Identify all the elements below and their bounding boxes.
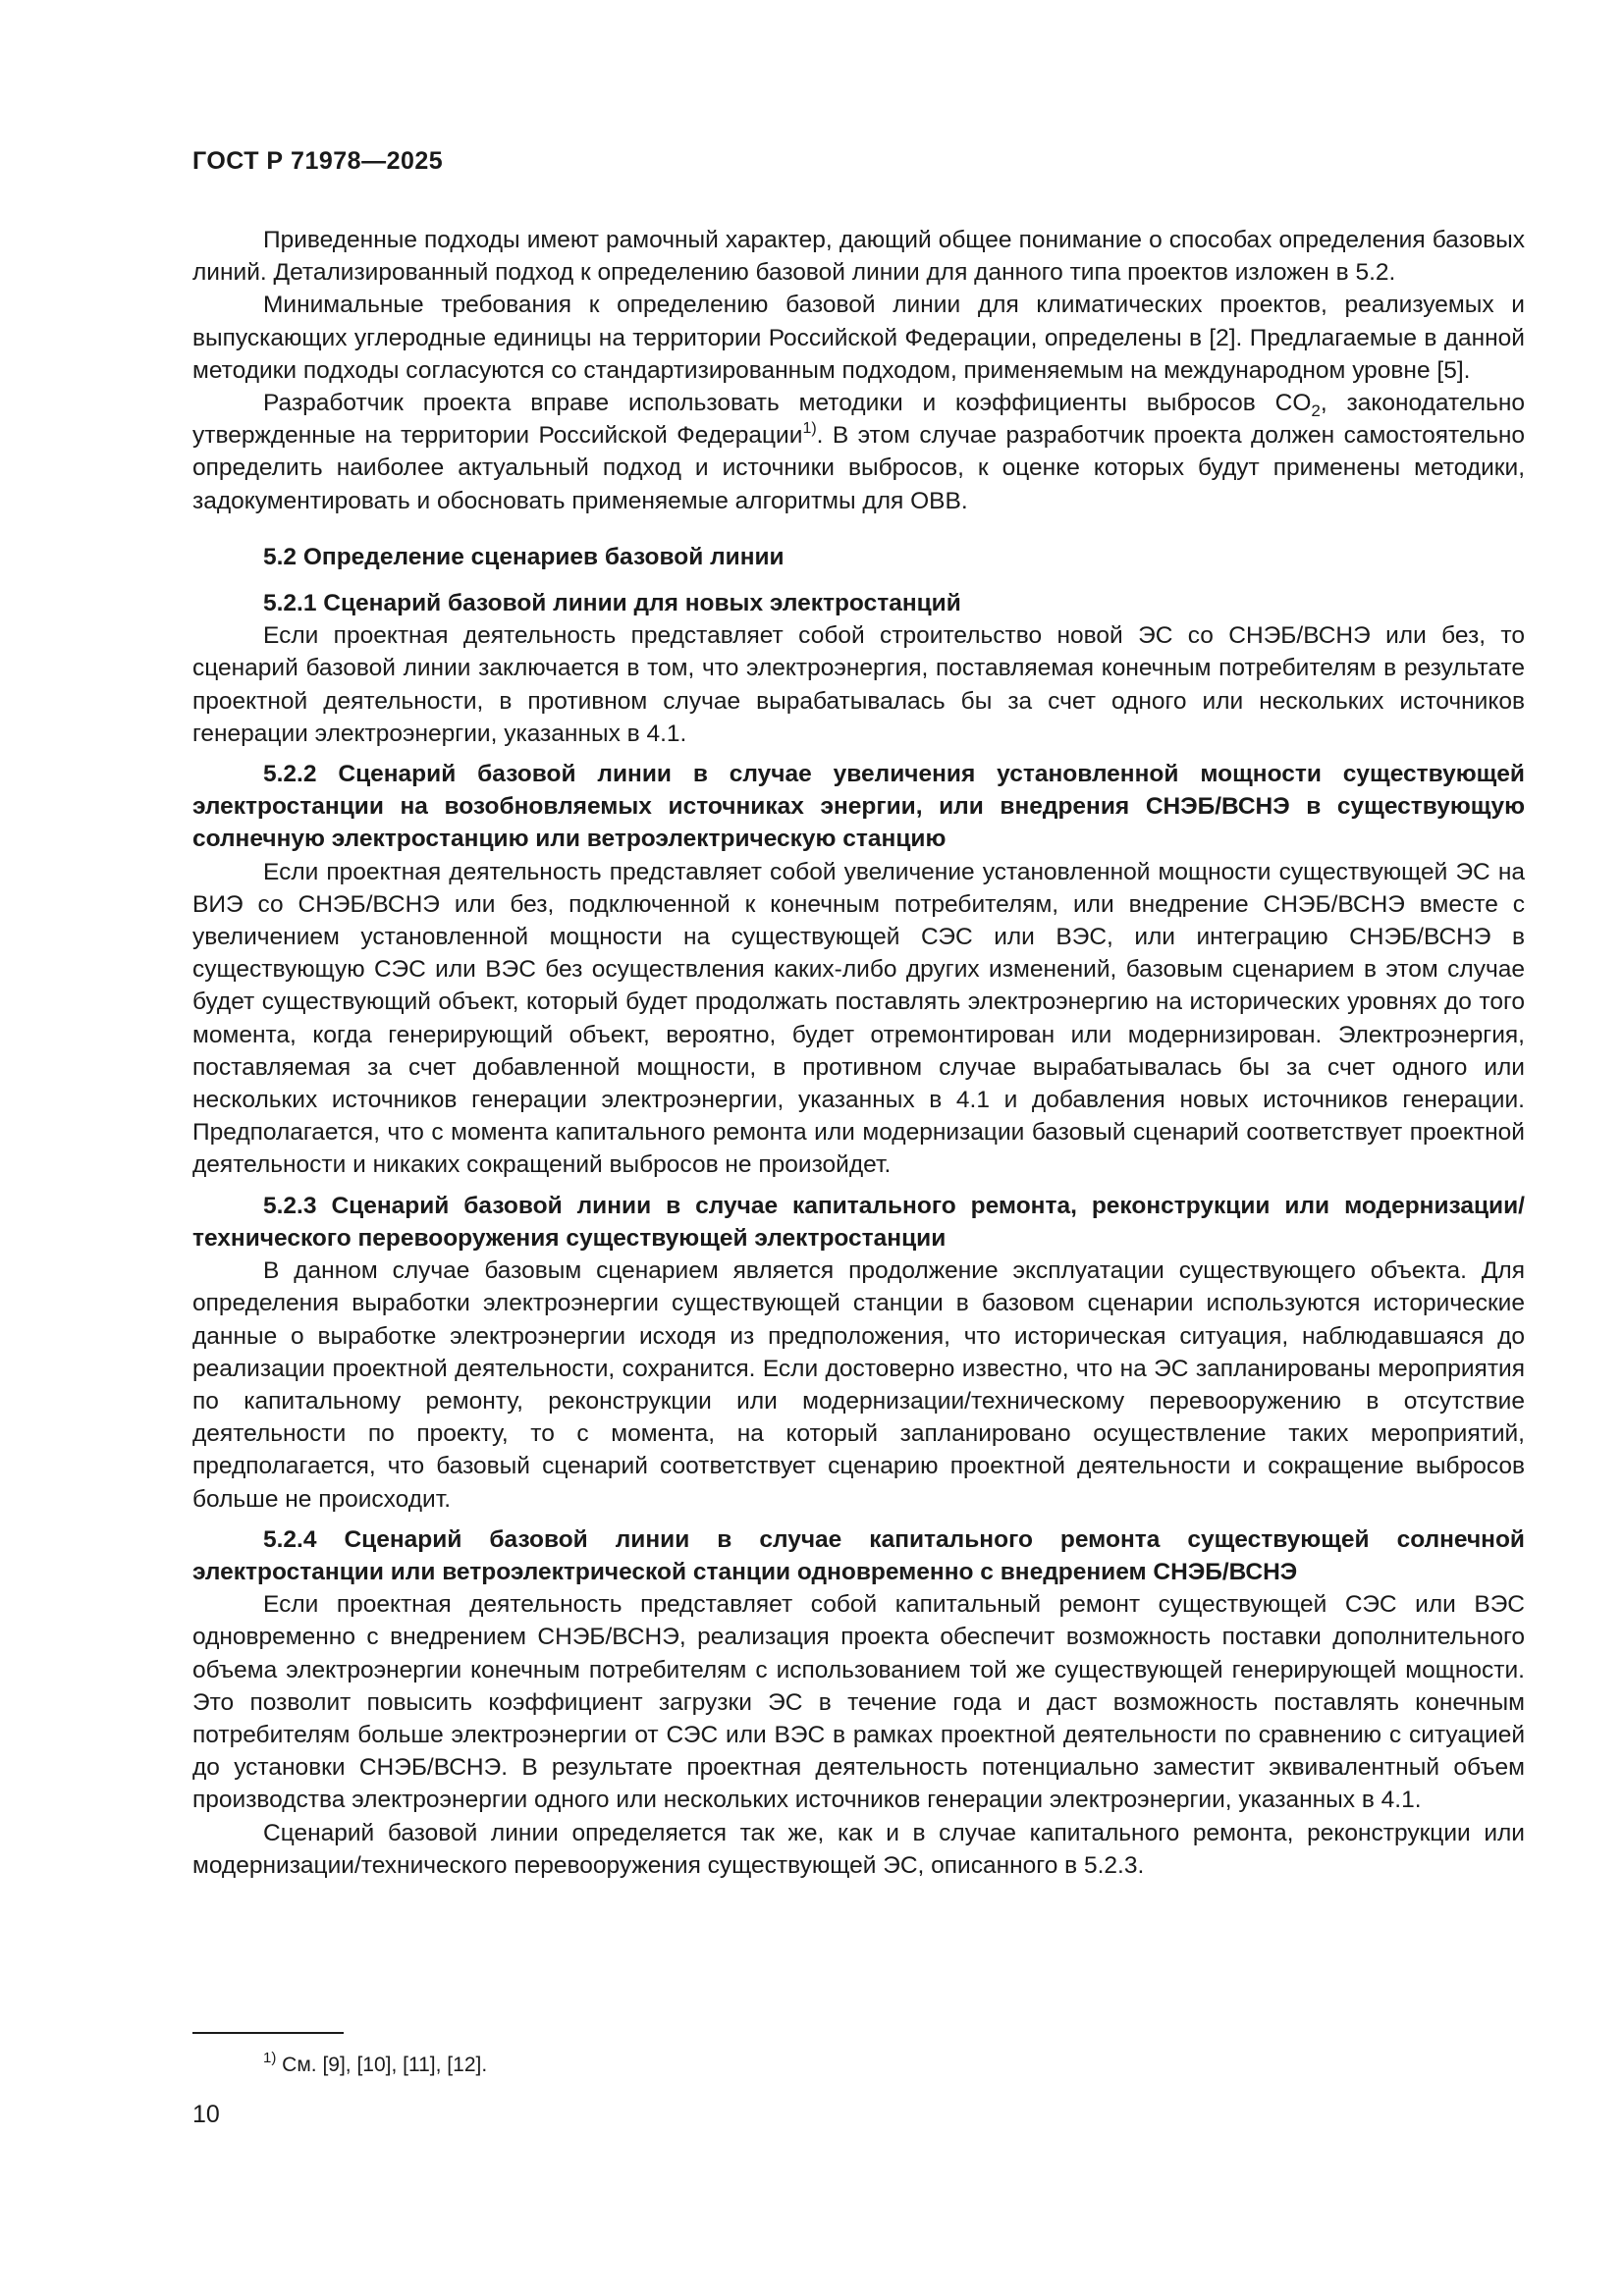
paragraph-minimum-requirements: Минимальные требования к определению базовой линии для климатических проектов, реализуемых и выпускающих углеродные единицы на территории Российской Федерации, определены в [2]. Предлагаемые в данной методики подходы согласуются со стандартизированным подходом, применяемым на международном уровне [5]. — [192, 292, 1525, 384]
footnote-ref[interactable]: 1) — [802, 420, 817, 438]
footnote-text: См. [9], [10], [11], [12]. — [276, 2054, 488, 2076]
footnote-divider — [192, 2032, 344, 2034]
subsection-heading-5-2-4: 5.2.4 Сценарий базовой линии в случае капитального ремонта существующей солнечной электростанции или ветроэлектрической станции одновременно с внедрением СНЭБ/ВСНЭ — [192, 1525, 1525, 1585]
subsection-text-5-2-4: Если проектная деятельность представляет собой капитальный ремонт существующей СЭС или ВЭС одновременно с внедрением СНЭБ/ВСНЭ, реализация проекта обеспечит возможность поставки дополнительного объема электроэнергии конечным потребителям с использованием той же существующей генерирующей мощности. Это позволит повысить коэффициент загрузки ЭС в течение года и даст возможность поставлять конечным потребителям больше электроэнергии от СЭС или ВЭС в рамках проектной деятельности по сравнению с ситуацией до установки СНЭБ/ВСНЭ. В результате проектная деятельность потенциально заместит эквивалентный объем производства электроэнергии одного или нескольких источников генерации электроэнергии, указанных в 4.1. — [192, 1591, 1525, 1814]
paragraph-developer-rights — [192, 387, 1525, 517]
paragraph-text: , законодательно утвержденные на территории Российской Федерации — [192, 390, 1525, 450]
paragraph-text: Разработчик проекта вправе использовать методики и коэффициенты выбросов CO — [263, 390, 1312, 417]
paragraph-approaches: Приведенные подходы имеют рамочный характер, дающий общее понимание о способах определения базовых линий. Детализированный подход к определению базовой линии для данного типа проектов изложен в 5.2. — [192, 227, 1525, 287]
subsection-text-5-2-4-cont: Сценарий базовой линии определяется так же, как и в случае капитального ремонта, реконструкции или модернизации/технического перевооружения существующей ЭС, описанного в 5.2.3. — [192, 1819, 1525, 1879]
subscript: 2 — [1311, 401, 1321, 421]
section-heading: 5.2 Определение сценариев базовой линии — [263, 543, 785, 570]
page-number: 10 — [192, 2101, 220, 2128]
subsection-heading-5-2-2: 5.2.2 Сценарий базовой линии в случае увеличения установленной мощности существующей электростанции на возобновляемых источниках энергии, или внедрения СНЭБ/ВСНЭ в существующую солнечную электростанцию или ветроэлектрическую станцию — [192, 761, 1525, 853]
document-body — [192, 224, 1525, 1882]
subsection-text-5-2-1: Если проектная деятельность представляет собой строительство новой ЭС со СНЭБ/ВСНЭ или без, то сценарий базовой линии заключается в том, что электроэнергия, поставляемая конечным потребителям в результате проектной деятельности, в противном случае вырабатывалась бы за счет одного или нескольких источников генерации электроэнергии, указанных в 4.1. — [192, 622, 1525, 747]
subsection-heading-5-2-3: 5.2.3 Сценарий базовой линии в случае капитального ремонта, реконструкции или модернизации/технического перевооружения существующей электростанции — [192, 1192, 1525, 1252]
subsection-text-5-2-3: В данном случае базовым сценарием является продолжение эксплуатации существующего объекта. Для определения выработки электроэнергии существующей станции в базовом сценарии используются исторические данные о выработке электроэнергии исходя из предположения, что историческая ситуация, наблюдавшаяся до реализации проектной деятельности, сохранится. Если достоверно известно, что на ЭС запланированы мероприятия по капитальному ремонту, реконструкции или модернизации/техническому перевооружению в отсутствие деятельности по проекту, то с момента, на который запланировано осуществление таких мероприятий, предполагается, что базовый сценарий соответствует сценарию проектной деятельности и сокращение выбросов больше не происходит. — [192, 1257, 1525, 1513]
footnote-mark: 1) — [263, 2050, 277, 2066]
paragraph-text: . В этом случае разработчик проекта должен самостоятельно определить наиболее актуальный подход и источники выбросов, к оценке которых будут применены методики, задокументировать и обосновать применяемые алгоритмы для ОВВ. — [192, 422, 1525, 514]
standard-header: ГОСТ Р 71978—2025 — [192, 147, 444, 175]
subsection-text-5-2-2: Если проектная деятельность представляет собой увеличение установленной мощности существующей ЭС на ВИЭ со СНЭБ/ВСНЭ или без, подключенной к конечным потребителям, или внедрение СНЭБ/ВСНЭ вместе с увеличением установленной мощности на существующей СЭС или ВЭС, или интеграцию СНЭБ/ВСНЭ в существующую СЭС или ВЭС без осуществления каких-либо других изменений, базовым сценарием в этом случае будет существующий объект, который будет продолжать поставлять электроэнергию на исторических уровнях до того момента, когда генерирующий объект, вероятно, будет отремонтирован или модернизирован. Электроэнергия, поставляемая за счет добавленной мощности, в противном случае вырабатывалась бы за счет одного или нескольких источников генерации электроэнергии, указанных в 4.1 и добавления новых источников генерации. Предполагается, что с момента капитального ремонта или модернизации базовый сценарий соответствует проектной деятельности и никаких сокращений выбросов не произойдет. — [192, 858, 1525, 1179]
subsection-heading-5-2-1: 5.2.1 Сценарий базовой линии для новых электростанций — [263, 590, 961, 617]
footnote — [263, 2050, 488, 2077]
